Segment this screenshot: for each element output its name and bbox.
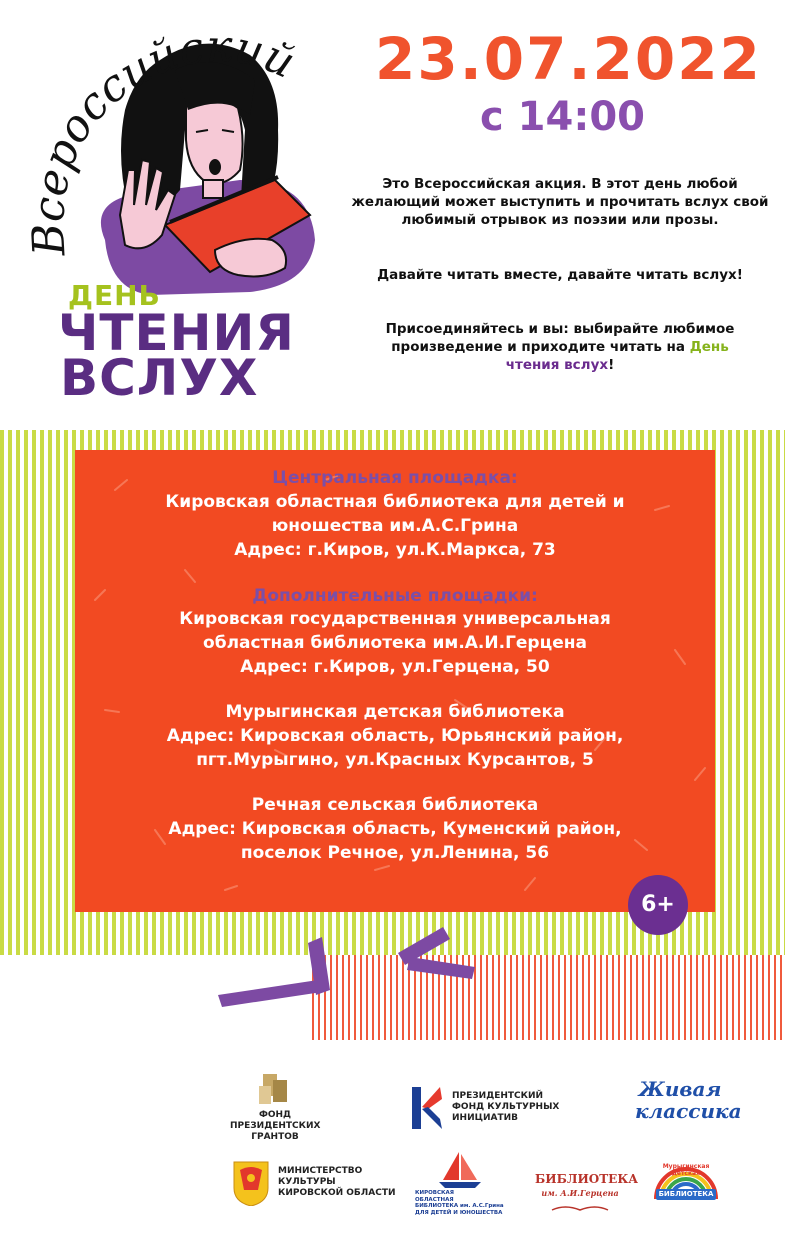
herzen-library-logo bbox=[535, 1160, 639, 1212]
intro-3-reading: чтения вслух bbox=[505, 357, 609, 373]
ministry-line-1: МИНИСТЕРСТВО КУЛЬТУРЫ bbox=[278, 1166, 363, 1187]
age-rating-badge: 6+ bbox=[628, 875, 688, 935]
venue-murygino-address-1: Адрес: Кировская область, Юрьянский район, bbox=[166, 726, 624, 746]
venue-herzen bbox=[75, 607, 715, 679]
venue-murygino bbox=[75, 700, 715, 772]
event-time: с 14:00 bbox=[480, 94, 645, 140]
cultural-initiatives-fund-logo bbox=[410, 1085, 580, 1135]
event-date: 23.07.2022 bbox=[375, 25, 762, 93]
ministry-of-culture-logo bbox=[232, 1160, 407, 1210]
venue-rechnoe-address-1: Адрес: Кировская область, Куменский район, bbox=[168, 819, 622, 839]
murygino-lib-name: БИБЛИОТЕКА bbox=[656, 1189, 716, 1200]
pfki-line-1: ПРЕЗИДЕНТСКИЙ bbox=[452, 1091, 544, 1101]
reading-woman-illustration bbox=[10, 10, 365, 300]
murygino-lib-top: Мурыгинская детская bbox=[662, 1163, 710, 1177]
logo-aloud-word: ВСЛУХ bbox=[60, 349, 259, 407]
logo-day-word: ДЕНЬ bbox=[68, 279, 161, 312]
venue-murygino-name: Мурыгинская детская библиотека bbox=[225, 702, 565, 722]
sailing-ship-icon bbox=[435, 1150, 485, 1190]
murygino-library-logo bbox=[650, 1155, 722, 1215]
intro-paragraph-3 bbox=[345, 320, 775, 374]
intro-3-text: Присоединяйтесь и вы: выбирайте любимое произведение и приходите читать на bbox=[385, 321, 735, 355]
pfki-line-2: ФОНД КУЛЬТУРНЫХ bbox=[452, 1102, 560, 1112]
grin-lib-line-2: ОБЛАСТНАЯ bbox=[415, 1196, 454, 1203]
venue-rechnoe bbox=[75, 793, 715, 865]
grin-library-logo bbox=[415, 1150, 505, 1220]
venue-central-name-1: Кировская областная библиотека для детей и bbox=[165, 492, 625, 512]
venue-herzen-name-2: областная библиотека им.А.И.Герцена bbox=[203, 633, 587, 653]
venue-herzen-name-1: Кировская государственная универсальная bbox=[179, 609, 611, 629]
event-logo bbox=[10, 10, 365, 407]
herzen-lib-sub: им. А.И.Герцена bbox=[541, 1188, 619, 1198]
intro-paragraph-1: Это Всероссийская акция. В этот день любой желающий может выступить и прочитать вслух свой любимый отрывок из поэзии или прозы. bbox=[351, 176, 769, 228]
grin-lib-line-4: ДЛЯ ДЕТЕЙ И ЮНОШЕСТВА bbox=[415, 1209, 503, 1216]
venue-central bbox=[75, 490, 715, 562]
herzen-lib-name: БИБЛИОТЕКА bbox=[535, 1172, 639, 1186]
additional-venues-heading: Дополнительные площадки: bbox=[252, 586, 538, 606]
classics-line-2: классика bbox=[635, 1099, 742, 1123]
central-venue-heading: Центральная площадка: bbox=[272, 468, 518, 488]
logo-reading-word: ЧТЕНИЯ bbox=[58, 304, 295, 362]
intro-paragraph-2: Давайте читать вместе, давайте читать вслух! bbox=[377, 267, 743, 283]
intro-3-end: ! bbox=[608, 357, 615, 373]
presidential-grants-fund-logo bbox=[230, 1072, 320, 1142]
classics-line-1: Живая bbox=[638, 1077, 722, 1101]
pfki-emblem-icon bbox=[410, 1085, 444, 1131]
pgf-line-2: ПРЕЗИДЕНТСКИХ bbox=[230, 1121, 321, 1131]
venue-herzen-address: Адрес: г.Киров, ул.Герцена, 50 bbox=[240, 657, 550, 677]
venue-central-name-2: юношества им.А.С.Грина bbox=[271, 516, 519, 536]
ministry-line-2: КИРОВСКОЙ ОБЛАСТИ bbox=[278, 1188, 396, 1198]
kirov-coat-of-arms-icon bbox=[232, 1160, 270, 1206]
venues-panel bbox=[75, 450, 715, 912]
venue-rechnoe-name: Речная сельская библиотека bbox=[251, 795, 539, 815]
quote-marks-decoration bbox=[200, 915, 490, 1030]
pgf-line-1: ФОНД bbox=[258, 1110, 292, 1120]
venue-rechnoe-address-2: поселок Речное, ул.Ленина, 56 bbox=[240, 843, 550, 863]
pgf-emblem-icon bbox=[255, 1072, 295, 1106]
venue-central-address: Адрес: г.Киров, ул.К.Маркса, 73 bbox=[234, 540, 556, 560]
live-classics-logo bbox=[635, 1077, 742, 1133]
grin-lib-line-1: КИРОВСКАЯ bbox=[415, 1190, 455, 1196]
logo-script-word-text: Всероссийский bbox=[22, 21, 303, 258]
grin-lib-line-3: БИБЛИОТЕКА им. А.С.Грина bbox=[415, 1203, 504, 1209]
intro-3-day: День bbox=[689, 339, 729, 355]
pgf-line-3: ГРАНТОВ bbox=[251, 1132, 299, 1142]
venue-murygino-address-2: пгт.Мурыгино, ул.Красных Курсантов, 5 bbox=[196, 750, 594, 770]
pfki-line-3: ИНИЦИАТИВ bbox=[452, 1113, 518, 1123]
open-book-icon bbox=[550, 1202, 610, 1212]
